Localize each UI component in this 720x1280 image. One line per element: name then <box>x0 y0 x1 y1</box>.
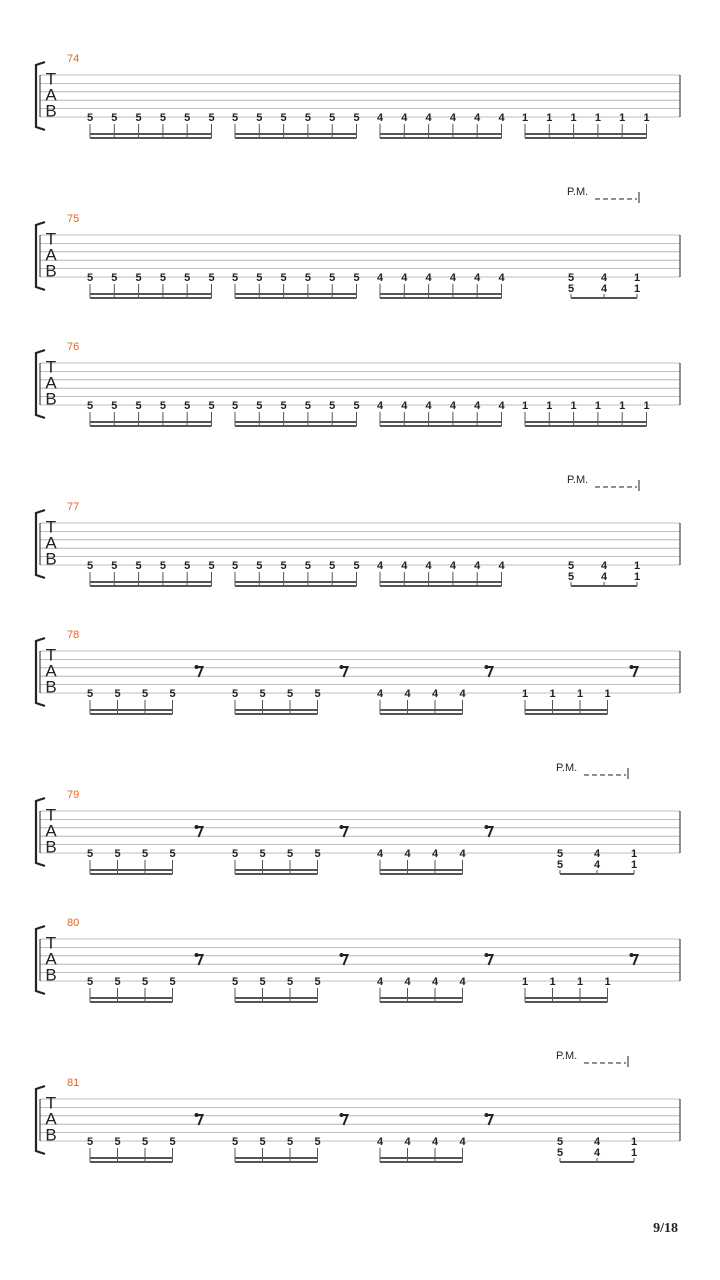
fret-number: 5 <box>111 560 118 572</box>
eighth-rest-dot <box>485 1113 489 1117</box>
fret-number: 5 <box>280 272 287 284</box>
fret-number: 4 <box>474 560 481 572</box>
fret-number: 5 <box>86 976 94 988</box>
fret-number: 5 <box>141 976 149 988</box>
fret-number: 5 <box>280 560 287 572</box>
fret-number: 4 <box>449 560 456 572</box>
fret-number: 5 <box>280 112 287 124</box>
palm-mute-label: P.M. <box>567 186 589 198</box>
chord-fret-low: 4 <box>593 1136 601 1148</box>
fret-number: 5 <box>111 400 118 412</box>
chord-fret-high: 5 <box>556 859 564 871</box>
fret-number: 5 <box>256 400 263 412</box>
fret-number: 5 <box>86 848 94 860</box>
eighth-rest-dot <box>195 665 199 669</box>
fret-number: 4 <box>498 112 505 124</box>
fret-number: 4 <box>498 272 505 284</box>
tab-clef-letter: A <box>45 1109 57 1129</box>
fret-number: 5 <box>286 848 294 860</box>
fret-number: 5 <box>86 688 94 700</box>
chord-fret-high: 1 <box>630 1147 638 1159</box>
fret-number: 4 <box>431 976 439 988</box>
fret-number: 5 <box>141 688 149 700</box>
fret-number: 5 <box>314 976 321 988</box>
fret-number: 1 <box>546 400 553 412</box>
chord-fret-low: 5 <box>556 1136 564 1148</box>
fret-number: 5 <box>135 400 142 412</box>
fret-number: 5 <box>286 1136 294 1148</box>
tab-clef-letter: T <box>45 229 57 249</box>
fret-number: 5 <box>86 1136 94 1148</box>
tab-clef-letter: A <box>45 245 57 265</box>
fret-number: 1 <box>619 112 626 124</box>
fret-number: 4 <box>459 688 466 700</box>
fret-number: 5 <box>353 560 360 572</box>
fret-number: 5 <box>169 1136 176 1148</box>
eighth-rest-dot <box>485 665 489 669</box>
fret-number: 1 <box>576 688 584 700</box>
chord-fret-high: 4 <box>600 283 608 295</box>
fret-number: 4 <box>459 1136 466 1148</box>
fret-number: 1 <box>521 112 529 124</box>
tab-clef-letter: B <box>45 389 57 409</box>
fret-number: 4 <box>404 688 411 700</box>
fret-number: 1 <box>604 976 611 988</box>
eighth-rest-dot <box>630 665 634 669</box>
fret-number: 4 <box>376 688 384 700</box>
tab-clef-letter: A <box>45 661 57 681</box>
fret-number: 5 <box>159 272 166 284</box>
fret-number: 5 <box>231 1136 239 1148</box>
fret-number: 4 <box>376 112 384 124</box>
fret-number: 5 <box>256 112 263 124</box>
fret-number: 5 <box>329 112 336 124</box>
tab-clef-letter: B <box>45 261 57 281</box>
fret-number: 5 <box>135 112 142 124</box>
fret-number: 1 <box>570 400 577 412</box>
chord-fret-low: 1 <box>630 1136 638 1148</box>
fret-number: 5 <box>329 560 336 572</box>
tab-clef-letter: T <box>45 1093 57 1113</box>
fret-number: 1 <box>594 112 601 124</box>
fret-number: 5 <box>184 272 191 284</box>
chord-fret-low: 4 <box>593 848 601 860</box>
fret-number: 5 <box>184 112 191 124</box>
fret-number: 5 <box>111 112 118 124</box>
fret-number: 5 <box>208 112 215 124</box>
fret-number: 4 <box>449 272 456 284</box>
tab-clef-letter: A <box>45 85 57 105</box>
tab-clef-letter: A <box>45 373 57 393</box>
fret-number: 5 <box>169 976 176 988</box>
measure-number: 77 <box>67 501 80 513</box>
fret-number: 4 <box>425 272 432 284</box>
fret-number: 1 <box>546 112 553 124</box>
measure-number: 81 <box>67 1077 80 1089</box>
fret-number: 1 <box>576 976 584 988</box>
fret-number: 4 <box>459 848 466 860</box>
fret-number: 1 <box>570 112 577 124</box>
fret-number: 5 <box>208 560 215 572</box>
tab-clef-letter: T <box>45 517 57 537</box>
fret-number: 5 <box>256 560 263 572</box>
fret-number: 5 <box>184 560 191 572</box>
eighth-rest-dot <box>195 825 199 829</box>
chord-fret-low: 5 <box>567 560 575 572</box>
chord-fret-high: 1 <box>633 283 641 295</box>
tab-clef-letter: T <box>45 69 57 89</box>
fret-number: 5 <box>141 848 149 860</box>
palm-mute-label: P.M. <box>556 1050 578 1062</box>
fret-number: 1 <box>604 688 611 700</box>
fret-number: 4 <box>425 112 432 124</box>
fret-number: 4 <box>449 400 456 412</box>
eighth-rest-dot <box>195 1113 199 1117</box>
fret-number: 1 <box>549 976 556 988</box>
tab-clef-letter: T <box>45 805 57 825</box>
tab-clef-letter: A <box>45 533 57 553</box>
tab-clef-letter: B <box>45 837 57 857</box>
fret-number: 5 <box>208 400 215 412</box>
fret-number: 5 <box>86 560 94 572</box>
tab-clef-letter: T <box>45 933 57 953</box>
fret-number: 5 <box>169 848 176 860</box>
eighth-rest-dot <box>340 953 344 957</box>
chord-fret-high: 4 <box>600 571 608 583</box>
fret-number: 5 <box>86 112 94 124</box>
fret-number: 5 <box>314 848 321 860</box>
fret-number: 5 <box>159 560 166 572</box>
fret-number: 5 <box>184 400 191 412</box>
tab-clef-letter: A <box>45 949 57 969</box>
chord-fret-low: 4 <box>600 560 608 572</box>
measure-number: 76 <box>67 341 80 353</box>
measure-number: 74 <box>67 53 80 65</box>
fret-number: 5 <box>114 688 121 700</box>
fret-number: 4 <box>425 400 432 412</box>
fret-number: 4 <box>498 400 505 412</box>
fret-number: 5 <box>329 272 336 284</box>
fret-number: 5 <box>114 976 121 988</box>
fret-number: 4 <box>376 400 384 412</box>
page-number: 9/18 <box>653 1221 678 1236</box>
fret-number: 5 <box>286 976 294 988</box>
fret-number: 5 <box>208 272 215 284</box>
fret-number: 5 <box>231 272 239 284</box>
fret-number: 5 <box>231 848 239 860</box>
fret-number: 4 <box>474 400 481 412</box>
chord-fret-high: 5 <box>567 283 575 295</box>
fret-number: 5 <box>304 400 311 412</box>
fret-number: 5 <box>141 1136 149 1148</box>
fret-number: 4 <box>404 1136 411 1148</box>
fret-number: 5 <box>114 1136 121 1148</box>
fret-number: 5 <box>231 688 239 700</box>
tab-clef-letter: T <box>45 645 57 665</box>
eighth-rest-dot <box>485 825 489 829</box>
chord-fret-high: 4 <box>593 859 601 871</box>
fret-number: 5 <box>259 848 266 860</box>
chord-fret-high: 5 <box>556 1147 564 1159</box>
chord-fret-high: 1 <box>630 859 638 871</box>
eighth-rest-dot <box>485 953 489 957</box>
fret-number: 5 <box>114 848 121 860</box>
fret-number: 5 <box>314 688 321 700</box>
fret-number: 5 <box>159 112 166 124</box>
eighth-rest-dot <box>340 825 344 829</box>
fret-number: 5 <box>231 112 239 124</box>
fret-number: 5 <box>135 272 142 284</box>
fret-number: 4 <box>431 1136 439 1148</box>
fret-number: 4 <box>376 1136 384 1148</box>
fret-number: 5 <box>259 688 266 700</box>
fret-number: 5 <box>86 272 94 284</box>
fret-number: 5 <box>86 400 94 412</box>
tab-clef-letter: A <box>45 821 57 841</box>
fret-number: 4 <box>459 976 466 988</box>
fret-number: 4 <box>425 560 432 572</box>
fret-number: 4 <box>401 272 408 284</box>
fret-number: 1 <box>619 400 626 412</box>
tab-clef-letter: B <box>45 549 57 569</box>
fret-number: 4 <box>401 112 408 124</box>
palm-mute-label: P.M. <box>556 762 578 774</box>
fret-number: 5 <box>329 400 336 412</box>
measure-number: 75 <box>67 213 80 225</box>
fret-number: 5 <box>231 400 239 412</box>
fret-number: 4 <box>376 560 384 572</box>
fret-number: 1 <box>549 688 556 700</box>
fret-number: 1 <box>521 400 529 412</box>
fret-number: 4 <box>376 848 384 860</box>
tab-clef-letter: B <box>45 677 57 697</box>
fret-number: 1 <box>643 400 650 412</box>
chord-fret-high: 1 <box>633 571 641 583</box>
chord-fret-low: 1 <box>630 848 638 860</box>
fret-number: 5 <box>280 400 287 412</box>
fret-number: 4 <box>498 560 505 572</box>
fret-number: 1 <box>521 976 529 988</box>
measure-number: 79 <box>67 789 80 801</box>
fret-number: 1 <box>521 688 529 700</box>
chord-fret-high: 4 <box>593 1147 601 1159</box>
fret-number: 5 <box>259 1136 266 1148</box>
fret-number: 5 <box>231 560 239 572</box>
fret-number: 1 <box>594 400 601 412</box>
chord-fret-low: 4 <box>600 272 608 284</box>
fret-number: 5 <box>314 1136 321 1148</box>
fret-number: 4 <box>401 560 408 572</box>
chord-fret-low: 1 <box>633 560 641 572</box>
fret-number: 4 <box>376 272 384 284</box>
chord-fret-low: 5 <box>556 848 564 860</box>
fret-number: 4 <box>474 112 481 124</box>
fret-number: 5 <box>304 272 311 284</box>
fret-number: 5 <box>111 272 118 284</box>
chord-fret-low: 1 <box>633 272 641 284</box>
fret-number: 5 <box>259 976 266 988</box>
fret-number: 5 <box>304 560 311 572</box>
fret-number: 5 <box>304 112 311 124</box>
fret-number: 4 <box>401 400 408 412</box>
fret-number: 5 <box>231 976 239 988</box>
fret-number: 5 <box>256 272 263 284</box>
tab-clef-letter: B <box>45 965 57 985</box>
chord-fret-high: 5 <box>567 571 575 583</box>
fret-number: 5 <box>286 688 294 700</box>
fret-number: 4 <box>449 112 456 124</box>
eighth-rest-dot <box>340 665 344 669</box>
eighth-rest-dot <box>195 953 199 957</box>
fret-number: 4 <box>404 976 411 988</box>
measure-number: 80 <box>67 917 80 929</box>
fret-number: 4 <box>431 688 439 700</box>
fret-number: 5 <box>159 400 166 412</box>
fret-number: 1 <box>643 112 650 124</box>
fret-number: 5 <box>135 560 142 572</box>
eighth-rest-dot <box>630 953 634 957</box>
tab-clef-letter: T <box>45 357 57 377</box>
fret-number: 4 <box>376 976 384 988</box>
fret-number: 5 <box>169 688 176 700</box>
eighth-rest-dot <box>340 1113 344 1117</box>
fret-number: 4 <box>474 272 481 284</box>
fret-number: 5 <box>353 272 360 284</box>
fret-number: 5 <box>353 112 360 124</box>
measure-number: 78 <box>67 629 80 641</box>
palm-mute-label: P.M. <box>567 474 589 486</box>
tab-clef-letter: B <box>45 101 57 121</box>
fret-number: 4 <box>431 848 439 860</box>
fret-number: 5 <box>353 400 360 412</box>
fret-number: 4 <box>404 848 411 860</box>
chord-fret-low: 5 <box>567 272 575 284</box>
tab-clef-letter: B <box>45 1125 57 1145</box>
